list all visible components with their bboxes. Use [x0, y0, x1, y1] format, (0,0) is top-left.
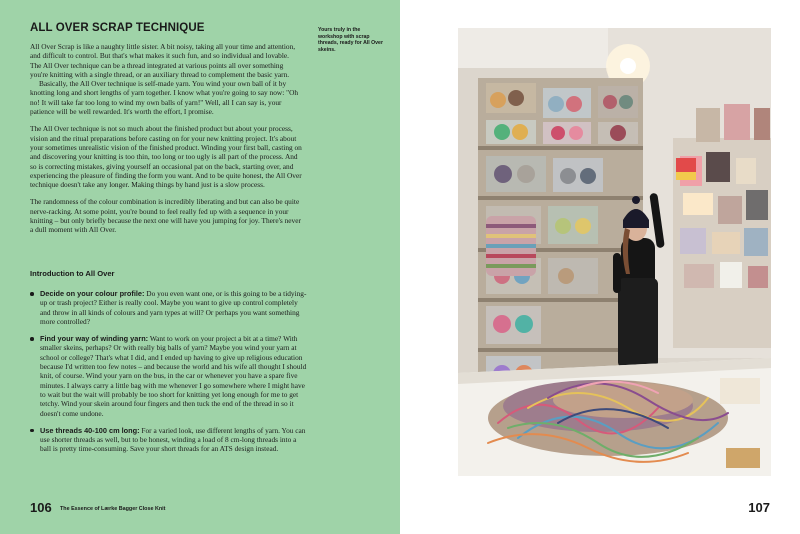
bullet-lead: Find your way of winding yarn: [40, 334, 149, 344]
workshop-photo [458, 28, 771, 476]
list-item [30, 426, 308, 454]
bullet-icon [30, 429, 34, 433]
paragraph-4: The randomness of the colour combination is incredibly liberating and but can also be quite nerve-racking. At some point, you're bound to feel really fed up with a sequence in your knitting – but only briefly because the next one will have you jumping for joy. There's never a dull moment with All Over. [30, 197, 301, 235]
page-number-left: 106 [30, 500, 52, 515]
list-item [30, 334, 308, 418]
bullet-lead: Decide on your colour profile: [40, 289, 145, 298]
photo-caption: Yours truly in the workshop with scrap threads, ready for All Over skeins. [318, 27, 383, 53]
page-number-right: 107 [748, 500, 770, 515]
bullet-icon [30, 337, 34, 341]
bullet-icon [30, 292, 34, 296]
list-item [30, 289, 308, 326]
bullet-text: For a varied look, use different lengths of yarn. You can use shorter threads as well, but to be honest, winding a load of 8 cm-long threads into a ball is pretty time-consuming. Save your short threads for an ATS design instead. [40, 425, 306, 454]
bullet-list [30, 289, 308, 462]
bullet-text: Want to work on your project a bit at a time? With smaller skeins, perhaps? Or with really big balls of yarn? Maybe you wind your yarn at school or college? That's what I did, and I ended up having to give up religious education because I'd written too few notes – and because the world and his wife all thought I should knit, of course. Wind your yarn on the bus, in the car or whenever you have a spare five minutes. I always carry a little bag with me whenever I go somewhere where I might have to wait but the wait will probably be too short for knitting yet long enough for me to get tetchy. Wind your skein around four fingers and then tuck the end of the thread in so it doesn't come undone. [40, 334, 307, 418]
page-title: ALL OVER SCRAP TECHNIQUE [30, 22, 205, 34]
running-title: The Essence of Lærke Bagger Close Knit [60, 506, 166, 512]
body-text [30, 42, 302, 243]
workshop-illustration [458, 28, 771, 476]
bullet-text: Do you even want one, or is this going to be a tidying-up or trash project? Either is really cool. Maybe you want to give up control completely and throw in all kinds of colours and yarn types at will? Or perhaps you want something more controlled? [40, 289, 307, 326]
bullet-lead: Use threads 40-100 cm long: [40, 425, 140, 435]
paragraph-3: The All Over technique is not so much about the finished product but about your process, vision and the ritual preparations before casting on for your new knitting project. It's about your sometimes unrealistic vision of the finished product. Winding your first ball, casting on and discovering your knitting is too thin, too long or too ugly is all part of the process. And so is correcting mistakes, giving yourself an occasional pat on the back, starting over, and experiencing the pleasure of finding the form you want. And to be quite honest, the All Over technique doesn't take any longer. Making things by hand just is a slow process. [30, 124, 302, 190]
paragraph-1: All Over Scrap is like a naughty little sister. A bit noisy, taking all your time and attention, and difficult to control. But that's what makes it such fun, and so individual and lovable. The All Over technique can be a thread integrated at various points all over something you're knitting with a single thread, or an auxiliary thread to complement the basic yarn. [30, 42, 296, 79]
right-page [400, 0, 800, 534]
paragraph-2: Basically, the All Over technique is self-made yarn. You wind your own ball of it by knotting long and short lengths of yarn together. I know what you're going to say now: "Oh no! It will take far too long to wind my own balls of yarn!" Well, all I can say is, your patience will be well rewarded. It's worth the effort, I promise. [30, 79, 299, 117]
section-heading: Introduction to All Over [30, 269, 115, 278]
